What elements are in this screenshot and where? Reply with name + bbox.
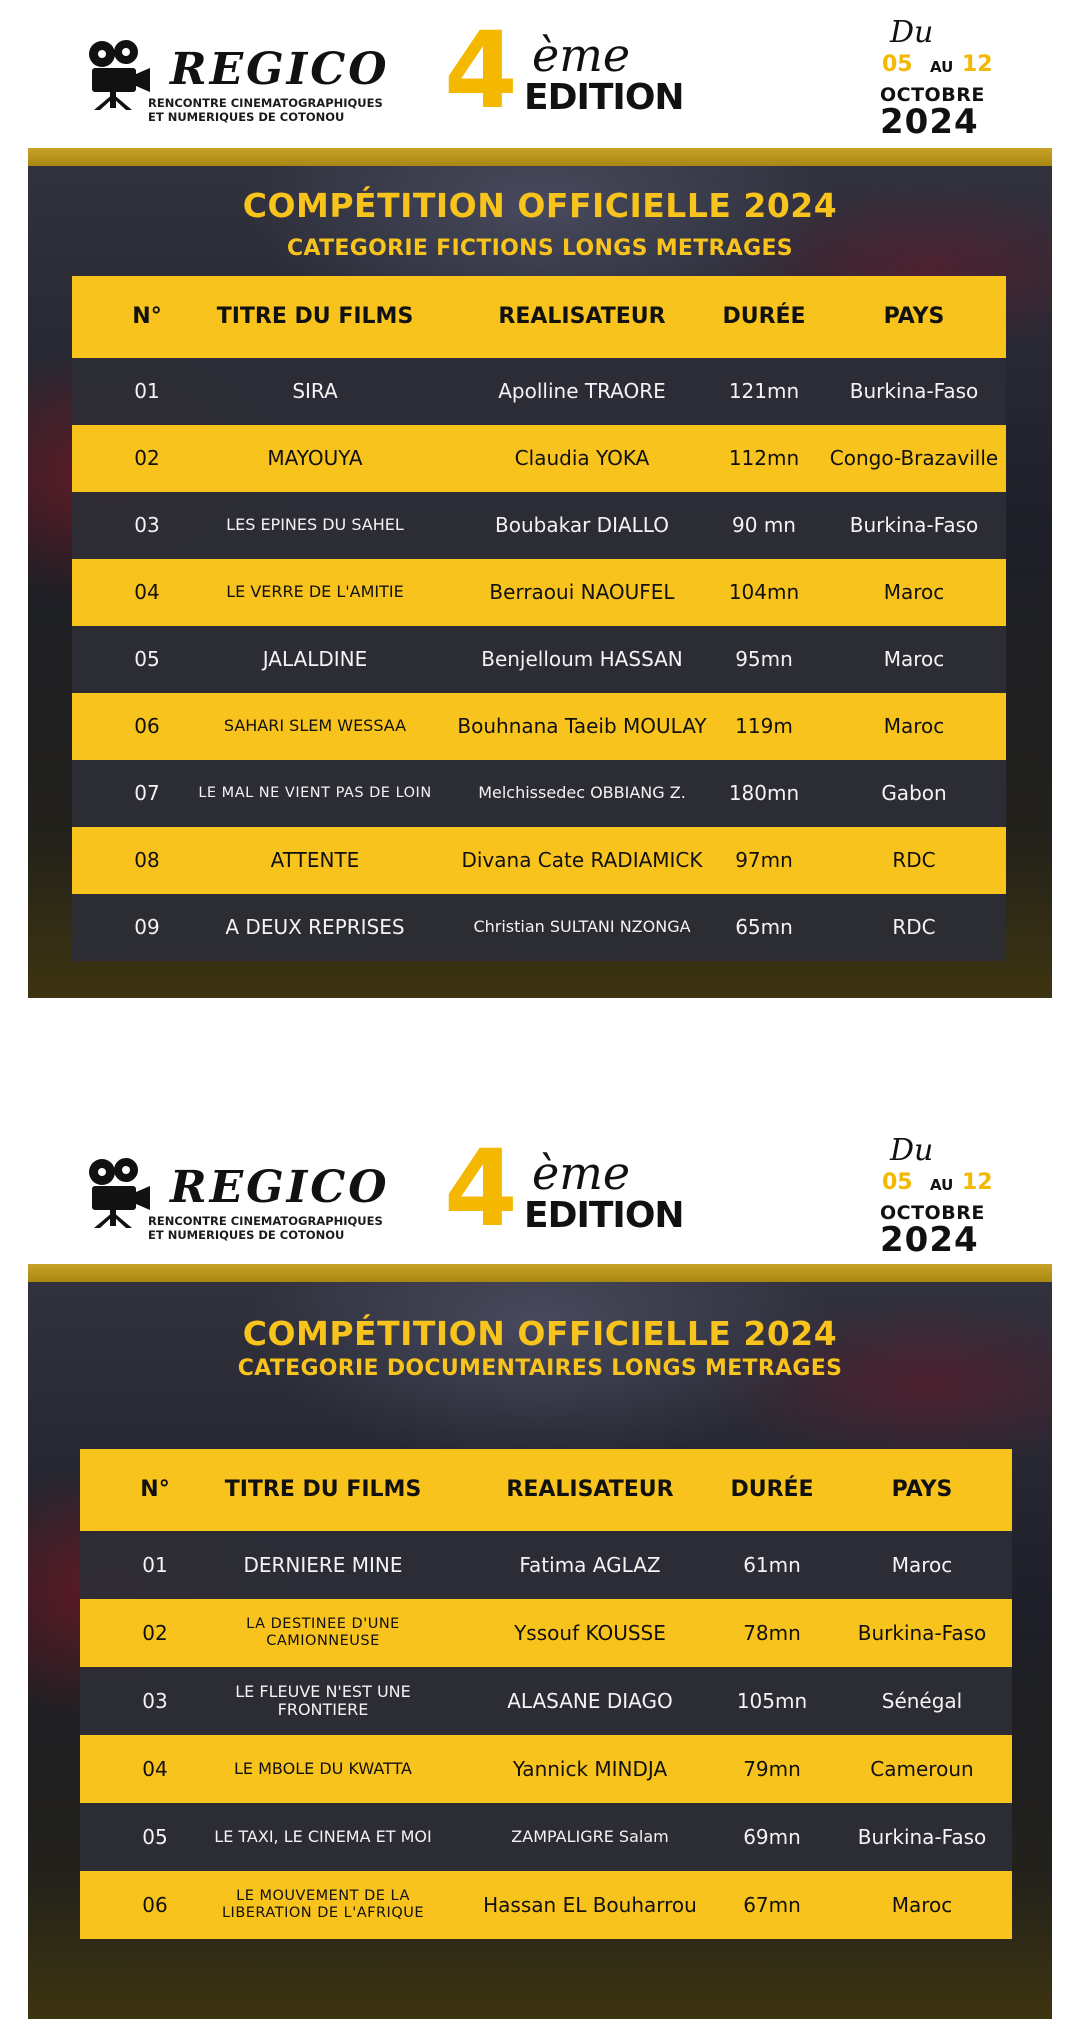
edition-word: EDITION — [524, 77, 684, 118]
logo-sub-line1: RENCONTRE CINEMATOGRAPHIQUES — [148, 96, 383, 110]
edition-badge — [444, 1127, 714, 1250]
film-no: 06 — [134, 714, 160, 738]
film-duration: 97mn — [735, 848, 793, 872]
logo-sub-line2: ET NUMERIQUES DE COTONOU — [148, 110, 345, 124]
date-month: OCTOBRE — [880, 1202, 985, 1224]
header-no: N° — [132, 304, 162, 330]
film-title: LE VERRE DE L'AMITIE — [226, 582, 404, 602]
film-title: SAHARI SLEM WESSAA — [223, 716, 407, 736]
date-du: Du — [890, 15, 934, 50]
film-director: Bouhnana Taeib MOULAY — [457, 714, 707, 738]
film-title: LE MOUVEMENT DE LA LIBERATION DE L'AFRIQUE — [221, 1888, 425, 1921]
poster-header — [0, 1118, 1080, 1264]
film-title: DERNIERE MINE — [243, 1552, 403, 1577]
header-duration: DURÉE — [722, 304, 806, 330]
table-row — [80, 1803, 1012, 1871]
film-duration: 95mn — [735, 647, 793, 671]
table-row — [72, 358, 1006, 425]
film-duration: 67mn — [743, 1892, 801, 1917]
logo-sub-line1: RENCONTRE CINEMATOGRAPHIQUES — [148, 1214, 383, 1228]
film-no: 07 — [134, 781, 160, 805]
table-row — [72, 894, 1006, 961]
film-country: Sénégal — [881, 1688, 963, 1713]
competition-title: COMPÉTITION OFFICIELLE 2024 — [242, 186, 838, 225]
table-row — [80, 1667, 1012, 1735]
film-no: 04 — [134, 580, 160, 604]
table-row — [72, 425, 1006, 492]
film-no: 02 — [142, 1620, 168, 1645]
film-director: Yssouf KOUSSE — [514, 1620, 666, 1645]
edition-superscript: ème — [532, 28, 631, 82]
date-year: 2024 — [880, 1220, 979, 1260]
film-duration: 121mn — [728, 379, 800, 403]
logo-sub-line2: ET NUMERIQUES DE COTONOU — [148, 1228, 345, 1242]
competition-panel — [28, 148, 1052, 998]
film-duration: 90 mn — [732, 513, 796, 537]
festival-dates — [878, 15, 1028, 142]
film-duration: 105mn — [736, 1688, 808, 1713]
film-duration: 104mn — [728, 580, 800, 604]
film-title: LE FLEUVE N'EST UNE FRONTIERE — [235, 1681, 411, 1719]
film-director: Yannick MINDJA — [512, 1756, 668, 1781]
film-country: Burkina-Faso — [857, 1620, 987, 1645]
film-director: Divana Cate RADIAMICK — [461, 848, 703, 872]
film-country: Maroc — [891, 1552, 953, 1577]
film-title: SIRA — [292, 379, 338, 403]
film-no: 04 — [142, 1756, 168, 1781]
table-header-row — [80, 1449, 1012, 1531]
film-country: Maroc — [883, 580, 945, 604]
film-country: RDC — [892, 915, 936, 939]
film-duration: 79mn — [743, 1756, 801, 1781]
film-no: 05 — [134, 647, 160, 671]
table-row — [72, 559, 1006, 626]
film-country: Cameroun — [870, 1756, 974, 1781]
poster-documentary — [0, 1118, 1080, 2019]
date-from: 05 — [882, 52, 913, 77]
film-title: A DEUX REPRISES — [225, 915, 405, 939]
edition-number: 4 — [444, 9, 518, 132]
film-director: ALASANE DIAGO — [507, 1688, 673, 1713]
table-row — [72, 827, 1006, 894]
table-header-row — [72, 276, 1006, 358]
header-director: REALISATEUR — [498, 304, 666, 330]
date-month: OCTOBRE — [880, 84, 985, 106]
film-country: Burkina-Faso — [849, 379, 979, 403]
film-title: LES EPINES DU SAHEL — [226, 515, 404, 535]
date-to: 12 — [962, 52, 993, 77]
table-row — [72, 492, 1006, 559]
film-duration: 112mn — [728, 446, 800, 470]
film-no: 09 — [134, 915, 160, 939]
film-no: 05 — [142, 1824, 168, 1849]
table-row — [80, 1735, 1012, 1803]
film-director: Fatima AGLAZ — [519, 1552, 661, 1577]
edition-number: 4 — [444, 1127, 518, 1250]
header-title: TITRE DU FILMS — [216, 304, 414, 330]
film-duration: 69mn — [743, 1824, 801, 1849]
date-year: 2024 — [880, 102, 979, 142]
film-title: LE TAXI, LE CINEMA ET MOI — [214, 1826, 432, 1846]
header-director: REALISATEUR — [506, 1477, 674, 1503]
film-country: RDC — [892, 848, 936, 872]
poster-fiction — [0, 0, 1080, 1000]
table-row — [72, 626, 1006, 693]
film-country: Gabon — [881, 781, 947, 805]
gold-divider — [28, 1264, 1052, 1282]
film-title: MAYOUYA — [267, 446, 363, 470]
films-table — [72, 276, 1006, 961]
film-country: Congo-Brazaville — [829, 446, 999, 470]
film-no: 02 — [134, 446, 160, 470]
film-country: Maroc — [891, 1892, 953, 1917]
regico-logo — [82, 38, 390, 128]
date-du: Du — [890, 1133, 934, 1168]
film-no: 08 — [134, 848, 160, 872]
film-title: ATTENTE — [270, 848, 360, 872]
regico-logo — [82, 1156, 390, 1246]
film-title: LE MBOLE DU KWATTA — [234, 1758, 412, 1778]
logo-subtitle — [148, 96, 383, 124]
film-country: Burkina-Faso — [849, 513, 979, 537]
table-row — [80, 1871, 1012, 1939]
category-subtitle: CATEGORIE FICTIONS LONGS METRAGES — [287, 236, 793, 261]
film-no: 03 — [142, 1688, 168, 1713]
film-director: Apolline TRAORE — [498, 379, 666, 403]
film-no: 03 — [134, 513, 160, 537]
film-camera-icon — [82, 1156, 154, 1228]
edition-badge — [444, 9, 714, 132]
film-no: 01 — [142, 1552, 168, 1577]
film-duration: 180mn — [728, 781, 800, 805]
festival-dates — [878, 1133, 1028, 1260]
film-camera-icon — [82, 38, 154, 110]
film-no: 06 — [142, 1892, 168, 1917]
film-duration: 61mn — [743, 1552, 801, 1577]
film-director: Melchissedec OBBIANG Z. — [478, 783, 686, 803]
film-title: LE MAL NE VIENT PAS DE LOIN — [198, 785, 432, 802]
gold-divider — [28, 148, 1052, 166]
film-director: Hassan EL Bouharrou — [483, 1892, 697, 1917]
edition-superscript: ème — [532, 1146, 631, 1200]
film-no: 01 — [134, 379, 160, 403]
table-row — [80, 1599, 1012, 1667]
film-title: JALALDINE — [262, 647, 368, 671]
logo-name: REGICO — [170, 1162, 390, 1213]
table-row — [80, 1531, 1012, 1599]
edition-word: EDITION — [524, 1195, 684, 1236]
film-duration: 78mn — [743, 1620, 801, 1645]
film-director: Benjelloum HASSAN — [481, 647, 683, 671]
film-country: Maroc — [883, 647, 945, 671]
film-title: LA DESTINEE D'UNE CAMIONNEUSE — [246, 1616, 400, 1649]
header-country: PAYS — [891, 1477, 953, 1503]
header-no: N° — [140, 1477, 170, 1503]
film-director: Berraoui NAOUFEL — [489, 580, 675, 604]
competition-panel — [28, 1264, 1052, 2019]
film-director: Christian SULTANI NZONGA — [473, 917, 691, 937]
header-duration: DURÉE — [730, 1477, 814, 1503]
competition-title: COMPÉTITION OFFICIELLE 2024 — [242, 1314, 838, 1353]
poster-header — [0, 0, 1080, 148]
film-country: Burkina-Faso — [857, 1824, 987, 1849]
header-title: TITRE DU FILMS — [224, 1477, 422, 1503]
date-from: 05 — [882, 1170, 913, 1195]
date-au: AU — [930, 1176, 954, 1194]
film-country: Maroc — [883, 714, 945, 738]
film-director: ZAMPALIGRE Salam — [511, 1826, 669, 1846]
film-director: Boubakar DIALLO — [495, 513, 669, 537]
logo-name: REGICO — [170, 44, 390, 95]
films-table — [80, 1449, 1012, 1939]
logo-subtitle — [148, 1214, 383, 1242]
header-country: PAYS — [883, 304, 945, 330]
date-to: 12 — [962, 1170, 993, 1195]
film-duration: 119m — [735, 714, 793, 738]
category-subtitle: CATEGORIE DOCUMENTAIRES LONGS METRAGES — [237, 1356, 843, 1381]
table-row — [72, 760, 1006, 827]
film-duration: 65mn — [735, 915, 793, 939]
table-row — [72, 693, 1006, 760]
film-director: Claudia YOKA — [514, 446, 650, 470]
date-au: AU — [930, 58, 954, 76]
